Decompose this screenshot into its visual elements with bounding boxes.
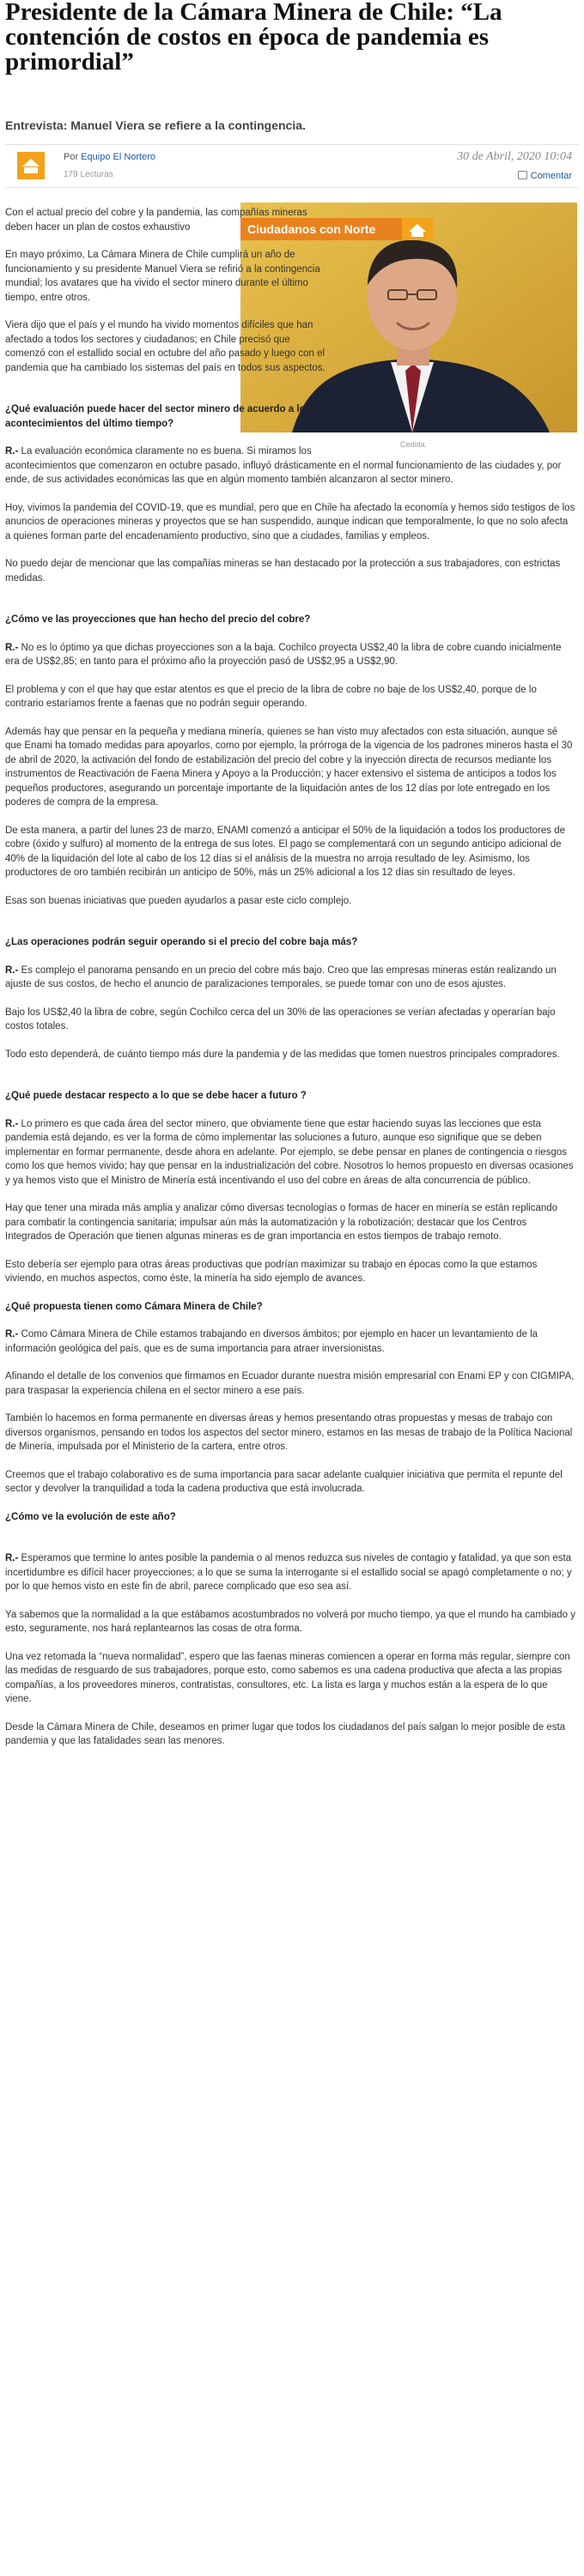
interview-answer: R.- La evaluación económica claramente no es buena. Si miramos los acontecimientos que comenzaron en octubre pasado, influyó drásticamente en el normal funcionamiento de las ciudades y, por ende, de sus actividades económicas las que en algún momento también alcanzaron al sector minero. xyxy=(5,446,562,485)
article-title: Presidente de la Cámara Minera de Chile: “La contención de costos en época de pandemia es primordial” xyxy=(5,0,502,76)
author-bar xyxy=(5,144,579,188)
interview-question: ¿Qué puede destacar respecto a lo que se debe hacer a futuro ? xyxy=(5,1091,307,1101)
photo-caption: Cedida. xyxy=(400,440,428,449)
interview-answer: R.- Esperamos que termine lo antes posible la pandemia o al menos reduzca sus niveles de contagio y fatalidad, ya que son esta incertidumbre es difícil hacer proyecciones; a lo que se suma la interrogante si el estallido social se apagó completamente o no; y por lo que hemos visto en este fin de abril, parece complicado que eso sea así. xyxy=(5,1553,572,1592)
interview-answer: Desde la Cámara Minera de Chile, deseamos en primer lugar que todos los ciudadanos del país salgan lo mejor posible de esta pandemia y que las fatalidades sean las menores. xyxy=(5,1721,566,1746)
answer-prefix: R.- xyxy=(5,1329,19,1339)
interview-question: ¿Qué propuesta tienen como Cámara Minera de Chile? xyxy=(5,1301,263,1312)
interview-answer: R.- Lo primero es que cada área del sector minero, que obviamente tiene que estar haciendo suyas las lecciones que esta pandemia está dejando, es ver la forma de cómo implementar las soluciones a futuro, aunque eso signifique que se deben implementar en formar permanente, desde ahora en adelante. Por ejemplo, se debe pensar en planes de contingencia o riesgos como los que hemos vivido; hay que pensar en la industrialización del cobre. Nosotros lo hemos propuesto en diversas ocasiones y ya hemos visto que el Ministro de Minería está incentivando el uso del cobre en áreas de alta concurrencia de público. xyxy=(5,1118,574,1186)
intro-paragraph: En mayo próximo, La Cámara Minera de Chile cumplirá un año de funcionamiento y su presidente Manuel Viera se refirió a la contingencia mundial; los avatares que ha vivido el sector minero durante el último tiempo, entre otros. xyxy=(5,250,320,303)
answer-prefix: R.- xyxy=(5,1553,19,1563)
interview-answer: Hoy, vivimos la pandemia del COVID-19, que es mundial, pero que en Chile ha afectado la economía y hemos sido testigos de los anuncios de operaciones mineras y proyectos que se han suspendido, aunque indican que temporalmente, lo que no solo afecta a quienes forman parte del encadenamiento productivo, sino que a ciudades, familias y empleos. xyxy=(5,502,575,541)
answer-prefix: R.- xyxy=(5,642,19,653)
interview-answer: Además hay que pensar en la pequeña y mediana minería, quienes se han visto muy afectados con esta situación, aunque sé que Enami ha tomado medidas para apoyarlos, como por ejemplo, la prórroga de la vigencia de los padrones mineros hasta el 30 de abril de 2020, la activación del fondo de estabilización del precio del cobre y la inyección directa de recursos mediante los instrumentos de Reactivación de Faena Minera y Apoyo a la Producción; y hacer extensivo el sistema de anticipos a todos los pequeños productores, asegurando un porcentaje importante de la liquidación antes de los 12 días por lote entregado en los poderes de compra de la empresa. xyxy=(5,726,573,807)
interview-question: ¿Las operaciones podrán seguir operando si el precio del cobre baja más? xyxy=(5,937,358,947)
interview-answer: Bajo los US$2,40 la libra de cobre, según Cochilco cerca del un 30% de las operaciones se verían afectadas y operarían bajo costos totales. xyxy=(5,1007,556,1031)
author-line xyxy=(64,152,155,162)
intro-paragraph: Con el actual precio del cobre y la pandemia, las compañías mineras deben hacer un plan de costos exhaustivo xyxy=(5,208,307,233)
answer-prefix: R.- xyxy=(5,446,19,457)
figure-banner: Ciudadanos con Norte xyxy=(247,222,376,236)
intro-paragraph: Viera dijo que el país y el mundo ha vivido momentos difíciles que han afectado a todos los sectores y ciudadanos; en Chile precisó que comenzó con el estallido social en octubre del año pasado y luego con el pandemia que ha cambiado los sistemas del país en todos sus aspectos. xyxy=(5,320,325,373)
answer-prefix: R.- xyxy=(5,1118,19,1129)
interview-answer: Creemos que el trabajo colaborativo es de suma importancia para sacar adelante cualquier iniciativa que permita el repunte del sector y devolver la tranquilidad a toda la cadena productiva que está involucrada. xyxy=(5,1469,563,1494)
el-nortero-house-logo-icon[interactable] xyxy=(17,152,45,179)
interview-answer: Esas son buenas iniciativas que pueden ayudarlos a pasar este ciclo complejo. xyxy=(5,895,352,906)
interview-answer: De esta manera, a partir del lunes 23 de marzo, ENAMI comenzó a anticipar el 50% de la liquidación a todos los productores de cobre (óxido y sulfuro) al momento de la entrega de sus lotes. El pago se complementará con un segundo anticipo adicional de 40% de la liquidación del lote al cabo de los 12 días si el análisis de la muestra no arroja resultado de ley. Asimismo, los productores de oro también recibirán un anticipo de 50%, más un 25% adicional a los 12 días sin resultado de leyes. xyxy=(5,825,566,878)
interview-answer: Afinando el detalle de los convenios que firmamos en Ecuador durante nuestra misión empresarial con Enami EP y con CIGMIPA, para traspasar la experiencia chilena en el sector minero a ese país. xyxy=(5,1371,575,1396)
interview-question: ¿Cómo ve las proyecciones que han hecho del precio del cobre? xyxy=(5,614,311,625)
interview-answer: R.- No es lo óptimo ya que dichas proyecciones son a la baja. Cochilco proyecta US$2,40 la libra de cobre cuando inicialmente era de US$2,85; en tanto para el próximo año la proyección pasó de US$2,95 a US$2,90. xyxy=(5,642,562,667)
article-body xyxy=(5,206,575,1763)
publish-date: 30 de Abril, 2020 10:04 xyxy=(457,150,572,163)
interview-answer: Hay que tener una mirada más amplia y analizar cómo diversas tecnologías o formas de hacer en minería se están replicando para combatir la contingencia sanitaria; impulsar aún más la automatización y la robotización; destacar que los Centros Integrados de Operación que tienen algunas mineras es de gran importancia en estos tiempos de trabajo remoto. xyxy=(5,1203,558,1242)
interview-answer: El problema y con el que hay que estar atentos es que el precio de la libra de cobre no baje de los US$2,40, porque de lo contrario estaríamos frente a faenas que no podrán seguir operando. xyxy=(5,684,537,709)
author-prefix: Por xyxy=(64,152,79,162)
article-subtitle: Entrevista: Manuel Viera se refiere a la contingencia. xyxy=(5,118,306,132)
answer-prefix: R.- xyxy=(5,964,19,976)
interview-answer: R.- Como Cámara Minera de Chile estamos trabajando en diversos ámbitos; por ejemplo en hacer un levantamiento de la información geológica del país, que es de suma importancia para atraer inversionistas. xyxy=(5,1329,538,1354)
interview-question: ¿Cómo ve la evolución de este año? xyxy=(5,1511,176,1522)
interview-question: ¿Qué evaluación puede hacer del sector minero de acuerdo a los acontecimientos del último tiempo? xyxy=(5,404,311,429)
author-link[interactable]: Equipo El Nortero xyxy=(81,152,156,162)
comment-link[interactable] xyxy=(518,171,572,181)
read-count: 179 Lecturas xyxy=(64,170,113,179)
interview-answer: Esto debería ser ejemplo para otras áreas productivas que podrían maximizar su trabajo en épocas como la que estamos viviendo, en muchos aspectos, como éste, la minería ha sido ejemplo de avances. xyxy=(5,1259,538,1284)
comment-icon xyxy=(518,171,527,179)
interview-answer: R.- Es complejo el panorama pensando en un precio del cobre más bajo. Creo que las empresas mineras están realizando un ajuste de sus costos, de hecho el anuncio de paralizaciones temporales, se puede tomar con uno de esos ajustes. xyxy=(5,964,557,989)
interview-answer: Todo esto dependerá, de cuánto tiempo más dure la pandemia y de las medidas que tomen nuestros principales compradores. xyxy=(5,1049,560,1060)
interview-answer: También lo hacemos en forma permanente en diversas áreas y hemos presentando otras propuestas y mesas de trabajo con diversos organismos, pensando en todos los aspectos del sector minero, estamos en las mesas de trabajo de la Política Nacional de Minería, impulsada por el Ministerio de la cartera, entre otros. xyxy=(5,1413,573,1452)
interview-answer: Ya sabemos que la normalidad a la que estábamos acostumbrados no volverá por mucho tiempo, ya que el mundo ha cambiado y esto, seguramente, nos hará replantearnos las cosas de otra forma. xyxy=(5,1609,575,1634)
interview-answer: No puedo dejar de mencionar que las compañías mineras se han destacado por la protección a sus trabajadores, con estrictas medidas. xyxy=(5,559,561,584)
interview-answer: Una vez retomada la “nueva normalidad”, espero que las faenas mineras comiencen a operar en forma más regular, siempre con las medidas de resguardo de sus trabajadores, porque esto, como sabemos es una cadena productiva que afecta a las propias compañías, a los proveedores mineros, contratistas, consultores, etc. La lista es larga y muchos están a la espera de lo que viene. xyxy=(5,1651,570,1704)
comment-label: Comentar xyxy=(530,171,572,181)
